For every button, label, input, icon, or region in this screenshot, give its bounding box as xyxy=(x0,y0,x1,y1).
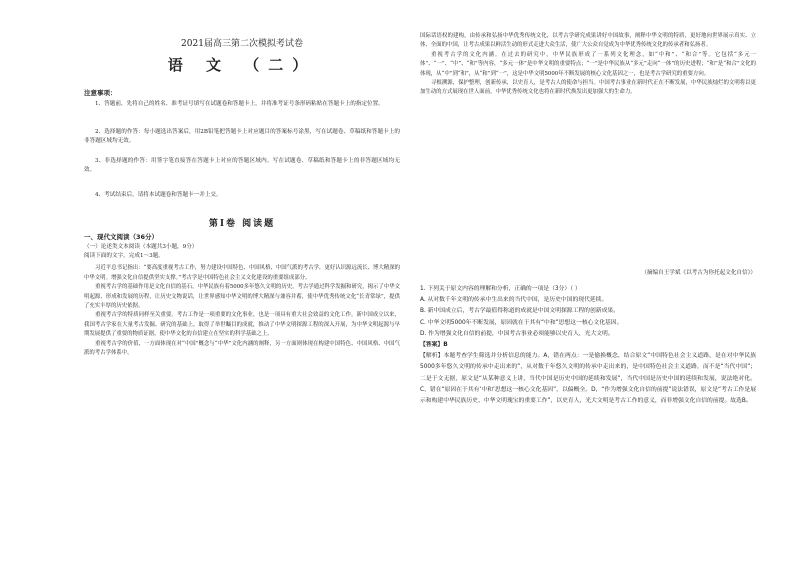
option-b: B. 新中国成立后，考古学最值得称道的成就是中国文明探源工程的创新成果。 xyxy=(420,308,619,315)
notice-item-4: 4、考试结束后，请将本试题卷和答题卡一并上交。 xyxy=(95,192,222,198)
subsection-heading: （一）论述类文本阅读（本题共3小题，9分） xyxy=(84,244,198,250)
passage-source: （摘编自王学斌《以考古为你托起文化自信》） xyxy=(641,270,756,276)
part-title: 第Ⅰ卷 阅读题 xyxy=(208,219,276,229)
notice-item xyxy=(84,100,400,109)
notice-item-1: 1、答题前，先将自己的姓名、准考证号填写在试题卷和答题卡上，并将准考证号条形码粘贴在答题卡上的指定位置。 xyxy=(95,101,384,107)
notice-heading: 注意事项： xyxy=(84,89,117,97)
reading-instruction: 阅读下面的文字，完成1～3题。 xyxy=(84,253,164,260)
passage-paragraph: 重视考古学的文化内涵。在过去的研究中，中华民族形成了一系列文化理念，如“中和”、“和合”等。它包括“多元一体”、“一”、“中”、“和”等内容，“多元一体”是中华文明的重要特点；“一”是中华民族从“多元”走向“一体”的历史进程；“和”是“和合”文化的体现，从“中”到“和”，从“和”到“一”，这是中华文明5000年不断发展的核心文化基因之一，也是考古学研究的重要方向。 xyxy=(420,51,756,77)
notice-item-2: 2、选择题的作答：每小题选出答案后，用2B铅笔把答题卡上对应题目的答案标号涂黑，写在试题卷、草稿纸和答题卡上的非答题区域均无效。 xyxy=(84,129,400,145)
passage-paragraph: 重视考古学的基础作用是文化自信的基石。中华民族有着5000多年悠久文明的历史，考古学通过科学发掘和研究，揭示了中华文明起源、形成和发展的历程，让历史文物说话，让世界感知中华文明的博大精深与兼容并蓄，使中华优秀传统文化“长青常绿”，提供了充实丰厚的历史依据。 xyxy=(84,284,400,310)
notice-item-3: 3、非选择题的作答：用签字笔直接答在答题卡上对应的答题区域内。写在试题卷、草稿纸和答题卡上的非答题区域均无效。 xyxy=(84,158,400,174)
passage-paragraph: 重视考古学的价值，一方面体现在对“中国”概念与“中华”文化内涵的阐释，另一方面则体现在构建中国特色、中国风格、中国气派的考古学体系中。 xyxy=(84,340,400,357)
passage-paragraph: 重视考古学的特质同样至关重要。考古工作是一项重要的文化事业，也是一项具有重大社会效益的文化工作。新中国成立以来，我国考古学家在大量考古发掘、研究的基础上，取得了举世瞩目的成就，推动了中华文明探源工程的深入开展，为中华文明起源与早期发展提供了重要的物质证据，使中华文化的自信建立在坚实的科学基础之上。 xyxy=(84,312,400,338)
exam-title: 2021届高三第二次模拟考试卷 xyxy=(181,39,303,49)
notice-item xyxy=(84,157,400,175)
right-reading-column xyxy=(420,32,756,98)
answer-label: 【答案】B xyxy=(420,342,448,349)
subject-title: 语 文 （二） xyxy=(167,56,317,74)
section-heading: 一、现代文阅读（36分） xyxy=(84,233,159,241)
passage-paragraph: 寻根溯源，保护整理，创新传承，以史育人，是考古人的使命与担当。中国考古事业在新时代正在不断发展，中华民族灿烂的文明将以更加生动的方式展现在世人面前，中华优秀传统文化也将在新时代焕发出更加强大的生命力。 xyxy=(420,80,756,96)
notice-section xyxy=(84,88,400,97)
notice-item xyxy=(84,191,400,200)
option-a: A. 从对数千年文明的传承中生出来的当代中国，是历史中国的现代延续。 xyxy=(420,297,608,304)
option-c: C. 中华文明5000年不断发展，原因就在于其有“中和”思想这一核心文化基因。 xyxy=(420,319,623,326)
option-d: D. 作为增强文化自信的前提，中国考古事业必须能够以史育人，光大文明。 xyxy=(420,330,614,337)
passage-paragraph: 国际话语权的建构，由传承和弘扬中华优秀传统文化，以考古学研究成果讲好中国故事，阐释中华文明的特质，更好地向世界展示真实、立体、全面的中国，让考古成果以鲜活生动的形式走进大众生活，使广大公众自觉成为中华优秀传统文化的传承者和弘扬者。 xyxy=(420,33,756,49)
passage-paragraph: 习近平总书记指出：“要高度重视考古工作，努力建设中国特色、中国风格、中国气派的考古学，更好认识源远流长、博大精深的中华文明。增强文化自信提供坚实支撑。”考古学是中国特色社会主义文化建设的重要组成部分。 xyxy=(84,265,400,281)
left-reading-column xyxy=(84,232,400,358)
question-stem: 1. 下列关于原文内容的理解和分析，正确的一项是（3分）（ ） xyxy=(420,286,581,292)
question-area xyxy=(420,268,756,407)
notice-item xyxy=(84,128,400,146)
answer-analysis: 【解析】本题考查学生筛选并分析信息的能力。A，错在两点：一是偷换概念，结合原文“中国特色社会主义道路，是在对中华民族5000多年悠久文明的传承中走出来的”，从对数千年悠久文明的传承中走出来的，是中国特色社会主义道路，而不是“当代中国”；二是于文无据，原文是“从某种意义上讲，当代中国是历史中国的延续和发展”，当代中国是历史中国的延续和发展，说法绝对化。C，错在“原因在于其有‘中和’思想这一核心文化基因”，以偏概全。D，“作为增强文化自信的前提”说法错误，原文是“考古工作是展示和构建中华民族历史、中华文明瑰宝的重要工作”，以史育人，光大文明是考古工作的意义，而非增强文化自信的前提。故选B。 xyxy=(420,353,756,405)
